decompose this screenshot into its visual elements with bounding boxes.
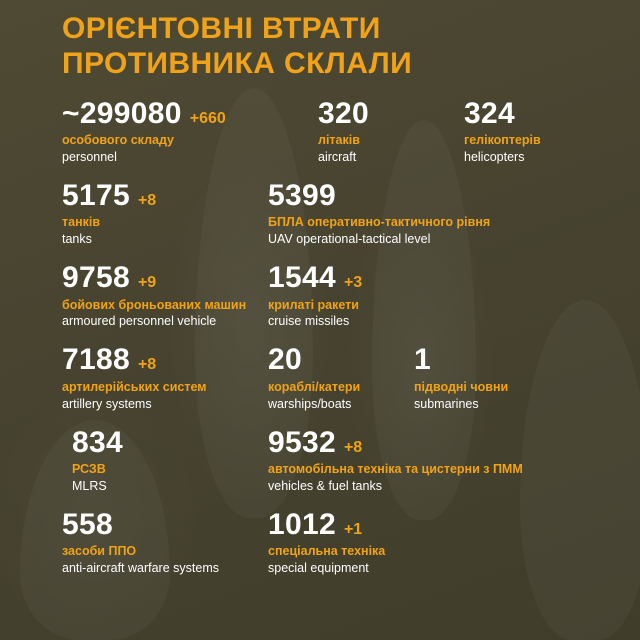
stat-value-line (414, 344, 574, 376)
stat-value: 7188 (62, 343, 130, 377)
stats-row (10, 509, 630, 591)
stat-label-en: helicopters (464, 149, 525, 164)
stat-label-en: MLRS (72, 478, 107, 493)
stat-value-line (62, 180, 254, 212)
stat-value-line (464, 98, 624, 130)
page-title-line-2: ПРОТИВНИКА СКЛАЛИ (62, 46, 413, 80)
stat-label-ua: автомобільна техніка та цистерни з ПММ (268, 462, 523, 477)
stat-value: 834 (72, 425, 123, 459)
stat-label-ua: кораблі/катери (268, 379, 361, 394)
stat-label-en: personnel (62, 149, 117, 164)
stat-value-line (268, 344, 404, 376)
stat-value-line (268, 427, 624, 459)
stats-row (10, 427, 630, 509)
stat-label-en: armoured personnel vehicle (62, 314, 217, 329)
stat-label-en: aircraft (318, 149, 357, 164)
stat-value-line (62, 98, 304, 130)
stat-value-line (268, 509, 624, 541)
stat-delta: +8 (343, 438, 363, 456)
stat-apv (10, 262, 260, 330)
stat-label-en: special equipment (268, 561, 369, 576)
stat-delta: +9 (137, 274, 157, 292)
stat-aa-systems (10, 509, 260, 577)
stat-label-ua: засоби ППО (62, 544, 137, 559)
stat-label-en: tanks (62, 232, 92, 247)
stat-value: 9532 (268, 425, 336, 459)
stat-uav (260, 180, 620, 248)
stat-value: 1012 (268, 507, 336, 541)
stat-value: 9758 (62, 261, 130, 295)
stat-value: 5399 (268, 178, 336, 212)
stat-aircraft (310, 98, 460, 166)
stat-label-en: cruise missiles (268, 314, 350, 329)
stat-label-en: warships/boats (268, 396, 352, 411)
stat-label-ua: літаків (318, 133, 360, 148)
stats-row (10, 180, 630, 262)
stat-value: ~299080 (62, 96, 182, 130)
stat-value-line (62, 262, 254, 294)
stat-value-line (268, 262, 614, 294)
stat-helicopters (460, 98, 630, 166)
stats-row (10, 344, 630, 426)
stat-label-en: vehicles & fuel tanks (268, 478, 382, 493)
stat-label-ua: танків (62, 215, 101, 230)
stats-row (10, 262, 630, 344)
stat-warships (260, 344, 410, 412)
stat-value: 5175 (62, 178, 130, 212)
stat-label-ua: РСЗВ (72, 462, 106, 477)
stat-delta: +8 (137, 191, 157, 209)
stat-value-line (62, 344, 254, 376)
stat-value-line (72, 427, 254, 459)
stats-row (10, 98, 630, 180)
stat-value: 320 (318, 96, 369, 130)
stat-label-ua: особового складу (62, 133, 175, 148)
stat-label-en: artillery systems (62, 396, 152, 411)
stat-value-line (318, 98, 454, 130)
page-title (0, 0, 640, 82)
stat-label-ua: бойових броньованих машин (62, 297, 247, 312)
page-title-line-1: ОРІЄНТОВНІ ВТРАТИ (62, 12, 381, 45)
stat-value: 324 (464, 96, 515, 130)
stat-label-ua: спеціальна техніка (268, 544, 386, 559)
stat-label-ua: підводні човни (414, 379, 509, 394)
stat-value-line (62, 509, 254, 541)
stat-label-ua: артилерійських систем (62, 379, 207, 394)
stat-delta: +1 (343, 520, 363, 538)
stat-mlrs (10, 427, 260, 495)
stat-delta: +660 (189, 109, 226, 127)
stat-artillery (10, 344, 260, 412)
stat-delta: +3 (343, 274, 363, 292)
stat-tanks (10, 180, 260, 248)
stat-special-equipment (260, 509, 630, 577)
stat-vehicles-fuel-tanks (260, 427, 630, 495)
stat-label-ua: крилаті ракети (268, 297, 359, 312)
stat-label-en: anti-aircraft warfare systems (62, 561, 219, 576)
stat-value-line (268, 180, 614, 212)
stat-label-en: UAV operational-tactical level (268, 232, 431, 247)
stat-personnel (10, 98, 310, 166)
stat-delta: +8 (137, 356, 157, 374)
stat-value: 558 (62, 507, 113, 541)
stat-label-ua: гелікоптерів (464, 133, 541, 148)
stat-label-ua: БПЛА оперативно-тактичного рівня (268, 215, 491, 230)
stats-grid (0, 82, 640, 592)
stat-submarines (410, 344, 580, 412)
stat-value: 1 (414, 343, 431, 377)
stat-value: 1544 (268, 261, 336, 295)
stat-label-en: submarines (414, 396, 479, 411)
stat-value: 20 (268, 343, 302, 377)
stat-cruise-missiles (260, 262, 620, 330)
